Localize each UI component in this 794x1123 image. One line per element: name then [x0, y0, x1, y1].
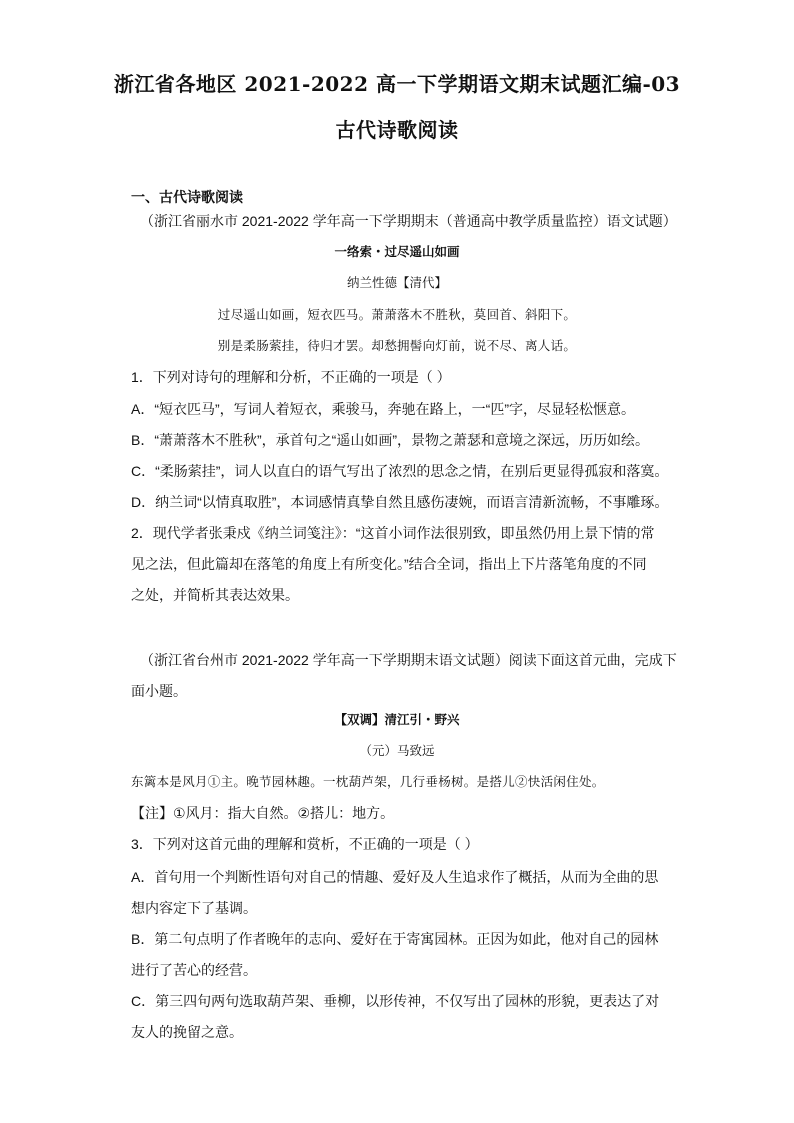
question-1-option-b: B．“萧萧落木不胜秋”，承首句之“遥山如画”，景物之萧瑟和意境之深远，历历如绘。	[131, 432, 649, 448]
section-heading: 一、古代诗歌阅读	[131, 189, 243, 205]
source-note-lishui: （浙江省丽水市 2021-2022 学年高一下学期期末（普通高中教学质量监控）语文试题）	[140, 213, 677, 229]
question-3-option-c-cont: 友人的挽留之意。	[131, 1024, 243, 1040]
question-1-option-c: C．“柔肠萦挂”，词人以直白的语气写出了浓烈的思念之情，在别后更显得孤寂和落寞。	[131, 463, 669, 479]
question-3-option-c: C．第三四句两句选取葫芦架、垂柳，以形传神，不仅写出了园林的形貌，更表达了对	[131, 993, 660, 1009]
question-2-line: 之处，并简析其表达效果。	[131, 587, 299, 603]
source-note-taizhou-cont: 面小题。	[131, 683, 187, 699]
poem2-note: 【注】①风月：指大自然。②搭儿：地方。	[131, 805, 395, 821]
source-note-taizhou: （浙江省台州市 2021-2022 学年高一下学期期末语文试题）阅读下面这首元曲，完成下	[140, 652, 677, 668]
question-3-option-a-cont: 想内容定下了基调。	[131, 900, 257, 916]
question-3-option-b-cont: 进行了苦心的经营。	[131, 962, 257, 978]
question-1-stem: 1．下列对诗句的理解和分析，不正确的一项是（ ）	[131, 369, 451, 385]
poem1-line: 过尽遥山如画，短衣匹马。萧萧落木不胜秋，莫回首、斜阳下。	[217, 307, 577, 322]
poem1-author: 纳兰性德【清代】	[346, 275, 447, 290]
question-1-option-d: D．纳兰词“以情真取胜”，本词感情真挚自然且感伤凄婉，而语言清新流畅，不事雕琢。	[131, 494, 669, 510]
question-1-option-a: A．“短衣匹马”，写词人着短衣，乘骏马，奔驰在路上，一“匹”字，尽显轻松惬意。	[131, 401, 635, 417]
poem2-title: 【双调】清江引・野兴	[334, 712, 460, 727]
question-3-stem: 3．下列对这首元曲的理解和赏析，不正确的一项是（ ）	[131, 836, 479, 852]
document-title: 浙江省各地区 2021-2022 高一下学期语文期末试题汇编-03	[113, 72, 681, 96]
document-subtitle: 古代诗歌阅读	[335, 118, 459, 142]
question-3-option-a: A．首句用一个判断性语句对自己的情趣、爱好及人生追求作了概括，从而为全曲的思	[131, 869, 659, 885]
poem1-title: 一络索・过尽遥山如画	[334, 244, 460, 259]
poem2-author: （元）马致远	[359, 743, 435, 758]
poem2-text: 东篱本是风月①主。晚节园林趣。一枕葫芦架，几行垂杨树。是搭儿②快活闲住处。	[131, 774, 605, 789]
question-2-line: 见之法，但此篇却在落笔的角度上有所变化。”结合全词，指出上下片落笔角度的不同	[131, 556, 647, 572]
poem1-line: 别是柔肠萦挂，待归才罢。却愁拥髻向灯前，说不尽、离人话。	[217, 338, 577, 353]
question-2-line: 2．现代学者张秉戍《纳兰词笺注》：“这首小词作法很别致，即虽然仍用上景下情的常	[131, 525, 655, 541]
question-3-option-b: B．第二句点明了作者晚年的志向、爱好在于寄寓园林。正因为如此，他对自己的园林	[131, 931, 659, 947]
